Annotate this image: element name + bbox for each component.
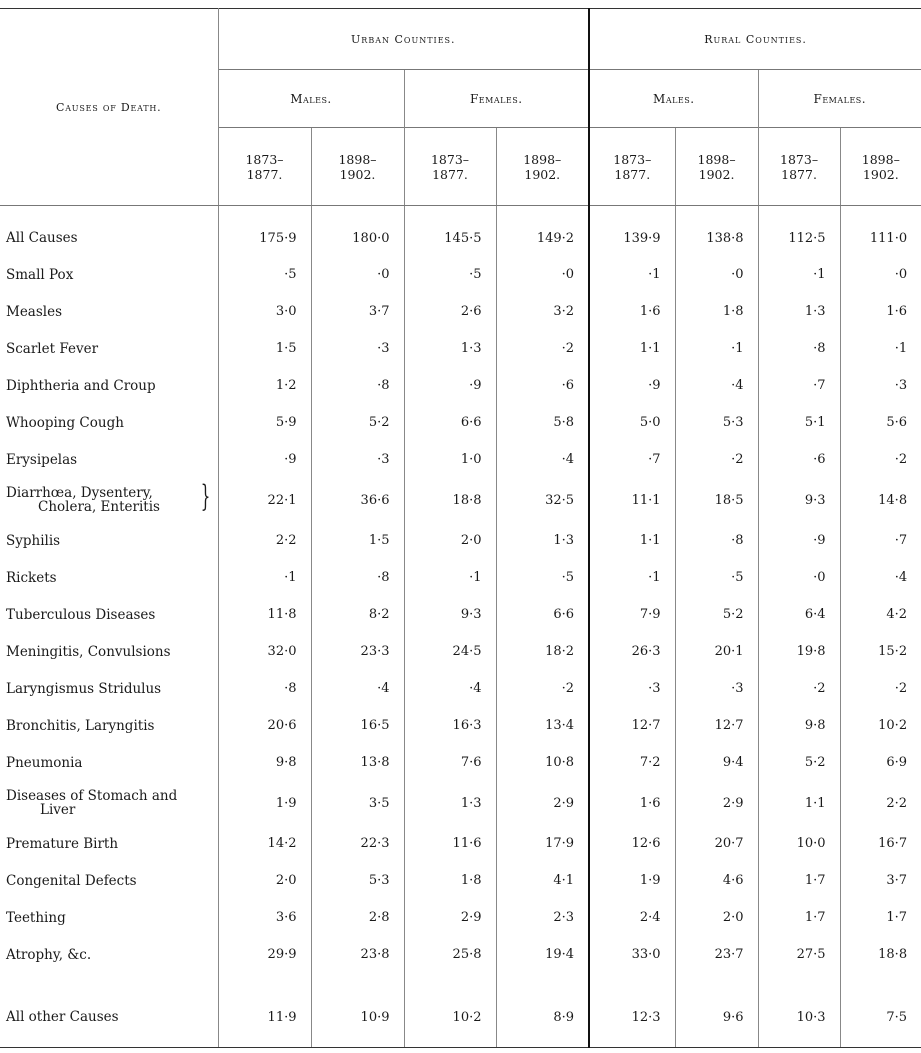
header-period: 1873– 1877. [218,128,311,206]
rate-cell: 10·2 [840,707,921,744]
rate-cell: 112·5 [758,206,840,257]
rate-cell: ·1 [218,559,311,596]
cause-label-text: Scarlet Fever [6,340,99,357]
cause-label-text: Syphilis [6,532,61,549]
rate-cell: 5·3 [675,404,758,441]
rate-cell: 12·3 [589,973,675,1048]
cause-label-multiline [6,486,160,514]
rate-cell: 23·3 [311,633,404,670]
rate-cell: 16·5 [311,707,404,744]
rate-cell: 5·8 [496,404,589,441]
rate-cell: 33·0 [589,936,675,973]
rate-cell: ·4 [496,441,589,478]
rate-cell: 26·3 [589,633,675,670]
cause-label [0,899,218,936]
rate-cell: ·1 [589,559,675,596]
table-row [0,596,921,633]
header-rural-counties: Rural Counties. [589,9,921,70]
rate-cell: 3·0 [218,293,311,330]
rate-cell: 8·9 [496,973,589,1048]
rate-cell: 1·3 [758,293,840,330]
rate-cell: 18·8 [404,478,496,522]
rate-cell: 1·9 [218,781,311,825]
rate-cell: 5·0 [589,404,675,441]
table-row [0,404,921,441]
cause-label-text: Laryngismus Stridulus [6,680,162,697]
rate-cell: ·8 [758,330,840,367]
table-row [0,633,921,670]
table-row [0,899,921,936]
rate-cell: 3·5 [311,781,404,825]
rate-cell: 2·0 [404,522,496,559]
rate-cell: ·3 [311,330,404,367]
rate-cell: ·8 [218,670,311,707]
header-urban-counties: Urban Counties. [218,9,589,70]
cause-label-text: Diphtheria and Croup [6,377,156,394]
rate-cell: 1·6 [840,293,921,330]
rate-cell: ·0 [311,256,404,293]
rate-cell: ·2 [758,670,840,707]
rate-cell: 5·2 [675,596,758,633]
rate-cell: ·1 [589,256,675,293]
cause-label [0,596,218,633]
rate-cell: 1·6 [589,293,675,330]
rate-cell: 138·8 [675,206,758,257]
header-period: 1898– 1902. [311,128,404,206]
rate-cell: 17·9 [496,825,589,862]
rate-cell: 4·1 [496,862,589,899]
rate-cell: 1·8 [404,862,496,899]
rate-cell: 6·4 [758,596,840,633]
rate-cell: 10·2 [404,973,496,1048]
rate-cell: ·5 [404,256,496,293]
rate-cell: 6·6 [496,596,589,633]
header-period: 1873– 1877. [404,128,496,206]
rate-cell: ·3 [589,670,675,707]
rate-cell: 9·8 [218,744,311,781]
table-row [0,293,921,330]
rate-cell: 1·9 [589,862,675,899]
rate-cell: 139·9 [589,206,675,257]
rate-cell: 5·2 [311,404,404,441]
rate-cell: ·3 [675,670,758,707]
rate-cell: 9·3 [758,478,840,522]
rate-cell: 18·8 [840,936,921,973]
cause-label [0,707,218,744]
cause-label [0,206,218,257]
cause-label [0,633,218,670]
cause-label-text: Whooping Cough [6,414,124,431]
rate-cell: ·1 [404,559,496,596]
rate-cell: 11·9 [218,973,311,1048]
cause-label [0,559,218,596]
cause-label [0,367,218,404]
mortality-table [0,8,921,1048]
rate-cell: 18·2 [496,633,589,670]
cause-label [0,973,218,1048]
rate-cell: ·2 [840,670,921,707]
table-row [0,559,921,596]
rate-cell: 9·4 [675,744,758,781]
header-rural-males: Males. [589,70,758,128]
rate-cell: 1·5 [311,522,404,559]
cause-label-line2: Liver [40,801,76,818]
rate-cell: 2·9 [496,781,589,825]
rate-cell: 1·1 [589,330,675,367]
header-urban-females: Females. [404,70,589,128]
cause-label [0,670,218,707]
cause-label-text: All Causes [6,230,78,246]
rate-cell: ·0 [496,256,589,293]
rate-cell: ·5 [675,559,758,596]
rate-cell: 1·6 [589,781,675,825]
rate-cell: 7·2 [589,744,675,781]
rate-cell: 20·7 [675,825,758,862]
rate-cell: ·5 [218,256,311,293]
rate-cell: ·3 [311,441,404,478]
rate-cell: 8·2 [311,596,404,633]
rate-cell: 1·1 [589,522,675,559]
rate-cell: 15·2 [840,633,921,670]
cause-label-text: Erysipelas [6,451,78,468]
table-row [0,862,921,899]
rate-cell: 23·8 [311,936,404,973]
rate-cell: 18·5 [675,478,758,522]
rate-cell: 111·0 [840,206,921,257]
rate-cell: 5·2 [758,744,840,781]
cause-label [0,936,218,973]
cause-label-line2: Cholera, Enteritis [38,498,160,515]
rate-cell: ·4 [404,670,496,707]
rate-cell: 14·2 [218,825,311,862]
rate-cell: 1·0 [404,441,496,478]
rate-cell: 10·0 [758,825,840,862]
cause-label-text: Small Pox [6,266,74,283]
cause-label-text: Bronchitis, Laryngitis [6,717,155,734]
cause-label-line1: Diseases of Stomach and [6,787,178,804]
cause-label-text: Rickets [6,569,57,586]
rate-cell: ·0 [758,559,840,596]
rate-cell: ·4 [311,670,404,707]
rate-cell: ·0 [675,256,758,293]
rate-cell: 25·8 [404,936,496,973]
rate-cell: 16·7 [840,825,921,862]
brace-glyph: } [201,479,211,514]
rate-cell: ·3 [840,367,921,404]
rate-cell: 2·9 [404,899,496,936]
rate-cell: 2·3 [496,899,589,936]
cause-label [0,256,218,293]
rate-cell: ·1 [758,256,840,293]
rate-cell: 2·2 [218,522,311,559]
rate-cell: ·6 [758,441,840,478]
header-period: 1898– 1902. [496,128,589,206]
rate-cell: 1·5 [218,330,311,367]
rate-cell: 2·4 [589,899,675,936]
rate-cell: 11·8 [218,596,311,633]
header-period: 1898– 1902. [840,128,921,206]
table-row [0,256,921,293]
table-row [0,973,921,1048]
rate-cell: 3·7 [311,293,404,330]
rate-cell: 6·6 [404,404,496,441]
rate-cell: 20·6 [218,707,311,744]
rate-cell: 6·9 [840,744,921,781]
rate-cell: ·2 [840,441,921,478]
table-row [0,825,921,862]
mortality-table-container [0,8,921,1048]
rate-cell: 27·5 [758,936,840,973]
rate-cell: 2·2 [840,781,921,825]
rate-cell: 3·2 [496,293,589,330]
rate-cell: 11·6 [404,825,496,862]
cause-label [0,744,218,781]
table-row [0,367,921,404]
rate-cell: 13·8 [311,744,404,781]
cause-label-text: Measles [6,303,63,320]
rate-cell: ·8 [311,367,404,404]
rate-cell: 5·6 [840,404,921,441]
rate-cell: 9·6 [675,973,758,1048]
cause-label-line1: Diarrhœa, Dysentery, [6,484,153,501]
rate-cell: 5·9 [218,404,311,441]
rate-cell: 1·8 [675,293,758,330]
rate-cell: 1·7 [840,899,921,936]
rate-cell: 11·1 [589,478,675,522]
cause-label [0,781,218,825]
cause-label-text: Congenital Defects [6,872,137,889]
rate-cell: 2·9 [675,781,758,825]
cause-label [0,404,218,441]
rate-cell: 7·9 [589,596,675,633]
rate-cell: ·2 [496,670,589,707]
rate-cell: 4·6 [675,862,758,899]
rate-cell: ·9 [404,367,496,404]
rate-cell: 3·6 [218,899,311,936]
rate-cell: ·4 [675,367,758,404]
rate-cell: 10·3 [758,973,840,1048]
cause-label-text: Meningitis, Convulsions [6,643,171,660]
rate-cell: 36·6 [311,478,404,522]
cause-label-text: All other Causes [6,1009,119,1025]
rate-cell: 1·7 [758,899,840,936]
table-row [0,781,921,825]
table-row [0,206,921,257]
rate-cell: 22·3 [311,825,404,862]
rate-cell: 23·7 [675,936,758,973]
cause-label-text: Pneumonia [6,754,83,771]
rate-cell: ·2 [496,330,589,367]
rate-cell: 1·3 [404,781,496,825]
rate-cell: ·7 [589,441,675,478]
rate-cell: 2·6 [404,293,496,330]
table-row [0,522,921,559]
rate-cell: ·8 [675,522,758,559]
rate-cell: ·2 [675,441,758,478]
rate-cell: 12·7 [589,707,675,744]
rate-cell: ·9 [758,522,840,559]
table-row [0,478,921,522]
table-row [0,936,921,973]
header-rural-females: Females. [758,70,921,128]
rate-cell: 19·8 [758,633,840,670]
cause-label-text: Atrophy, &c. [6,946,92,963]
rate-cell: 1·1 [758,781,840,825]
rate-cell: ·9 [218,441,311,478]
cause-label-multiline [6,789,177,817]
header-period: 1898– 1902. [675,128,758,206]
cause-label [0,293,218,330]
header-causes-of-death: Causes of Death. [0,9,218,206]
rate-cell: ·1 [840,330,921,367]
rate-cell: 16·3 [404,707,496,744]
rate-cell: 9·3 [404,596,496,633]
rate-cell: 1·3 [404,330,496,367]
rate-cell: 10·9 [311,973,404,1048]
rate-cell: 14·8 [840,478,921,522]
rate-cell: 4·2 [840,596,921,633]
rate-cell: 12·6 [589,825,675,862]
cause-label [0,441,218,478]
header-urban-males: Males. [218,70,404,128]
rate-cell: 1·2 [218,367,311,404]
cause-label [0,330,218,367]
rate-cell: 12·7 [675,707,758,744]
rate-cell: 24·5 [404,633,496,670]
header-period: 1873– 1877. [589,128,675,206]
rate-cell: 2·0 [218,862,311,899]
rate-cell: 1·7 [758,862,840,899]
cause-label [0,478,218,522]
cause-label-text: Teething [6,909,66,926]
header-period: 1873– 1877. [758,128,840,206]
rate-cell: 3·7 [840,862,921,899]
rate-cell: 13·4 [496,707,589,744]
rate-cell: ·4 [840,559,921,596]
rate-cell: 9·8 [758,707,840,744]
table-row [0,441,921,478]
cause-label [0,862,218,899]
rate-cell: 2·0 [675,899,758,936]
rate-cell: 10·8 [496,744,589,781]
rate-cell: 7·6 [404,744,496,781]
table-row [0,707,921,744]
rate-cell: ·6 [496,367,589,404]
cause-label [0,825,218,862]
rate-cell: 19·4 [496,936,589,973]
table-row [0,670,921,707]
cause-label-text: Premature Birth [6,835,119,852]
cause-label-text: Tuberculous Diseases [6,606,156,623]
rate-cell: 32·5 [496,478,589,522]
rate-cell: ·5 [496,559,589,596]
cause-label [0,522,218,559]
rate-cell: 7·5 [840,973,921,1048]
rate-cell: 32·0 [218,633,311,670]
table-row [0,330,921,367]
rate-cell: ·1 [675,330,758,367]
rate-cell: 149·2 [496,206,589,257]
rate-cell: ·0 [840,256,921,293]
rate-cell: 2·8 [311,899,404,936]
rate-cell: 175·9 [218,206,311,257]
rate-cell: 20·1 [675,633,758,670]
rate-cell: ·9 [589,367,675,404]
rate-cell: 1·3 [496,522,589,559]
rate-cell: 29·9 [218,936,311,973]
rate-cell: ·8 [311,559,404,596]
rate-cell: 5·3 [311,862,404,899]
table-row [0,744,921,781]
rate-cell: 22·1 [218,478,311,522]
rate-cell: ·7 [758,367,840,404]
rate-cell: 180·0 [311,206,404,257]
rate-cell: 145·5 [404,206,496,257]
rate-cell: ·7 [840,522,921,559]
rate-cell: 5·1 [758,404,840,441]
